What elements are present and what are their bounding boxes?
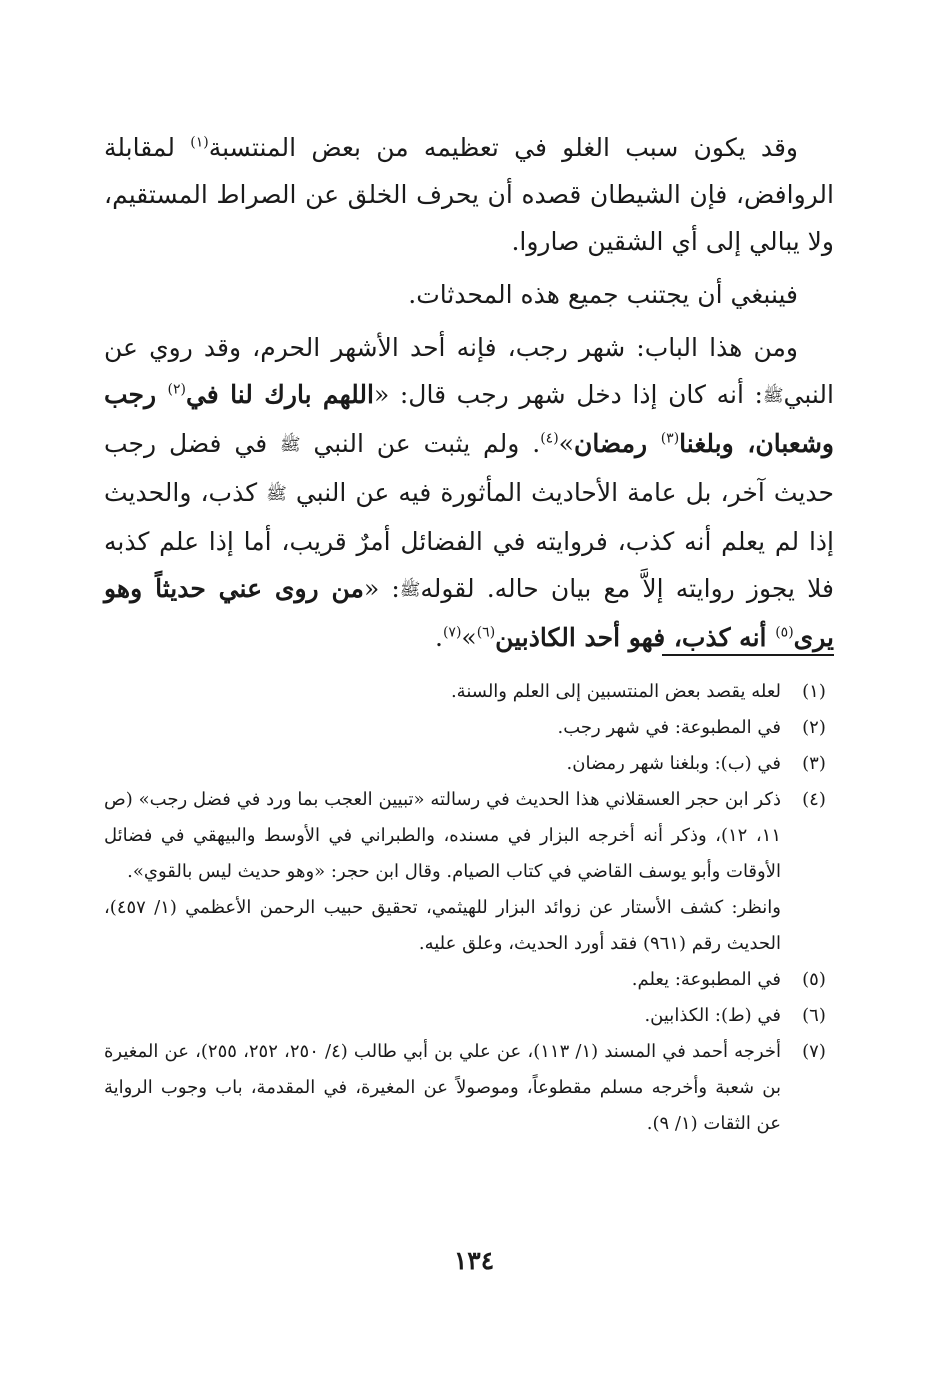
footnote-ref-6[interactable]: (٦) [476, 624, 496, 641]
text-run: وقد يكون سبب الغلو في تعظيمه من بعض المنتسبة [208, 133, 799, 162]
paragraph-1 [104, 124, 834, 265]
footnote-ref-2[interactable]: (٢) [167, 381, 186, 398]
salutation-glyph: ﷺ [266, 484, 287, 504]
text-run: . [434, 623, 443, 652]
footnote-1 [104, 674, 834, 710]
footnote-ref-3[interactable]: (٣) [660, 430, 680, 447]
quote-mark: » [461, 623, 477, 652]
hadith-text: رجب وشعبان، وبلغنا [104, 380, 834, 458]
text-run: : « [363, 574, 400, 603]
footnote-text: لعله يقصد بعض المنتسبين إلى العلم والسنة. [450, 681, 781, 702]
footnote-text: في المطبوعة: يعلم. [631, 969, 781, 990]
text-run: ومن هذا الباب: شهر رجب، فإنه أحد الأشهر الحرم، وقد روي عن النبي [104, 333, 834, 409]
footnote-7 [104, 1034, 834, 1142]
main-text [104, 124, 834, 661]
footnote-number: (٦) [802, 1005, 826, 1026]
paragraph-2 [104, 271, 834, 318]
hadith-text: اللهم بارك لنا في [185, 380, 374, 409]
footnote-text: في المطبوعة: في شهر رجب. [557, 717, 781, 738]
footnote-text: ذكر ابن حجر العسقلاني هذا الحديث في رسالته «تبيين العجب بما ورد في فضل رجب» (ص ١١، ١٢)، وذكر أنه أخرجه البزار في مسنده، والطبراني في الأوسط والبيهقي في فضائل الأوقات وأبو يوسف القاضي في كتاب الصيام. وقال ابن حجر: «وهو حديث ليس بالقوي». [104, 789, 781, 882]
footnote-number: (٤) [802, 789, 826, 810]
hadith-text: أنه كذب، فهو أحد الكاذبين [495, 623, 776, 652]
footnote-ref-1[interactable]: (١) [190, 134, 209, 151]
footnote-text: في (ط): الكذابين. [644, 1005, 781, 1026]
footnote-text: في (ب): وبلغنا شهر رمضان. [566, 753, 781, 774]
footnote-4 [104, 782, 834, 962]
footnotes [104, 674, 834, 1142]
footnote-number: (٣) [802, 753, 826, 774]
footnote-separator [662, 654, 834, 656]
page-number: ١٣٤ [453, 1246, 495, 1275]
footnote-number: (٥) [802, 969, 826, 990]
hadith-text: رمضان [573, 429, 661, 458]
footnote-3 [104, 746, 834, 782]
text-run: فينبغي أن يجتنب جميع هذه المحدثات. [408, 280, 798, 309]
footnote-ref-4[interactable]: (٤) [540, 430, 559, 447]
text-run: : أنه كان إذا دخل شهر رجب قال: « [373, 380, 763, 409]
salutation-glyph: ﷺ [762, 386, 784, 406]
text-run: . ولم يثبت عن النبي [300, 429, 541, 458]
footnote-number: (١) [802, 681, 826, 702]
text-run: كذب، والحديث إذا لم يعلم أنه كذب، فروايته في الفضائل أمرٌ قريب، أما إذا علم كذبه فلا يجوز روايته إلاَّ مع بيان حاله. لقوله [104, 478, 834, 603]
paragraph-3 [104, 324, 834, 661]
footnote-text-continued: وانظر: كشف الأستار عن زوائد البزار للهيثمي، تحقيق حبيب الرحمن الأعظمي (١/ ٤٥٧)، الحديث رقم (٩٦١) فقد أورد الحديث، وعلق عليه. [104, 897, 781, 954]
footnote-2 [104, 710, 834, 746]
salutation-glyph: ﷺ [280, 435, 301, 455]
quote-mark: » [558, 429, 574, 458]
footnote-number: (٢) [802, 717, 826, 738]
hadith-text: من روى عني حديثاً وهو يرى [104, 574, 834, 652]
footnote-ref-5[interactable]: (٥) [775, 624, 794, 641]
footnote-5 [104, 962, 834, 998]
footnote-text: أخرجه أحمد في المسند (١/ ١١٣)، عن علي بن أبي طالب (٤/ ٢٥٠، ٢٥٢، ٢٥٥)، عن المغيرة بن شعبة وأخرجه مسلم مقطوعاً، وموصولاً عن المغيرة، في المقدمة، باب وجوب الرواية عن الثقات (١/ ٩). [104, 1041, 781, 1134]
text-run: في فضل رجب حديث آخر، بل عامة الأحاديث المأثورة فيه عن النبي [104, 429, 834, 507]
footnote-ref-7[interactable]: (٧) [442, 624, 462, 641]
footnote-number: (٧) [802, 1041, 826, 1062]
text-run: لمقابلة الروافض، فإن الشيطان قصده أن يحرف الخلق عن الصراط المستقيم، ولا يبالي إلى أي الشقين صاروا. [104, 133, 834, 256]
footnote-6 [104, 998, 834, 1034]
salutation-glyph: ﷺ [399, 580, 421, 600]
